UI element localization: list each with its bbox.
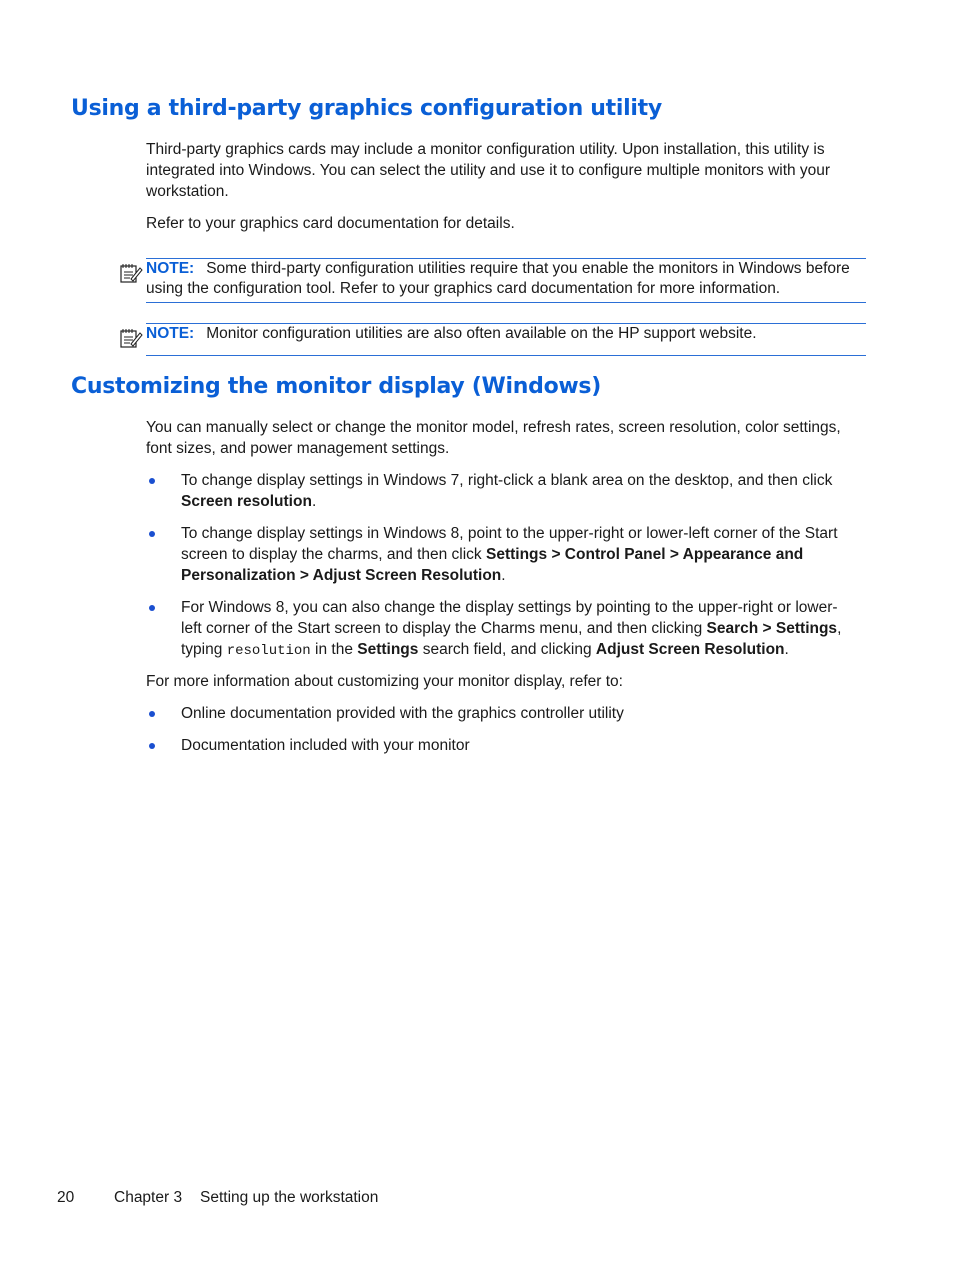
bullet-text: , typing [181,620,842,658]
section-heading-customizing-display: Customizing the monitor display (Windows) [71,374,601,399]
list-item [146,523,858,586]
bullet-icon [149,743,155,749]
paragraph-more-info: For more information about customizing your monitor display, refer to: [146,673,623,690]
note-label: NOTE: [146,260,195,277]
note-icon [119,261,143,283]
bullet-icon [149,531,155,537]
footer-chapter-title: Setting up the workstation [200,1189,379,1206]
note-box-2 [146,323,866,356]
section-heading-third-party-utility: Using a third-party graphics configuration utility [71,96,662,121]
bullet-text: To change display settings in Windows 7, right-click a blank area on the desktop, and then click [181,472,833,489]
list-item [146,703,858,724]
bullet-bold: Settings [357,641,419,658]
note-label: NOTE: [146,325,195,342]
note-box-1 [146,258,866,303]
bullet-text: search field, and clicking [422,641,592,658]
bullet-icon [149,711,155,717]
bullet-text: Online documentation provided with the graphics controller utility [181,705,624,722]
note-text: Some third-party configuration utilities require that you enable the monitors in Windows before using the configuration tool. Refer to your graphics card documentation for more information. [146,260,850,297]
bullet-end: . [784,641,789,658]
paragraph-customizing-intro: You can manually select or change the monitor model, refresh rates, screen resolution, color settings, font sizes, and power management settings. [146,419,841,457]
list-item [146,597,858,662]
note-text: Monitor configuration utilities are also often available on the HP support website. [206,325,757,342]
paragraph-refer-docs: Refer to your graphics card documentation for details. [146,215,515,232]
bullet-text: To change display settings in Windows 8, point to the upper-right or lower-left corner of the Start screen to display the charms, and then click [181,525,838,563]
bullet-bold: Screen resolution [181,493,312,510]
bullet-end: . [501,567,506,584]
code-text: resolution [226,643,311,659]
list-item [146,470,858,512]
paragraph-third-party-intro: Third-party graphics cards may include a monitor configuration utility. Upon installation, this utility is integrated into Windows. You can select the utility and use it to configure multiple monitors with your workstation. [146,141,831,200]
footer-chapter: Chapter 3 [114,1189,183,1206]
bullet-end: . [311,493,317,510]
bullet-bold: Settings > Control Panel > Appearance and Personalization > Adjust Screen Resolution [181,546,804,584]
bullet-text: For Windows 8, you can also change the display settings by pointing to the upper-right or lower-left corner of the Start screen to display the Charms menu, and then clicking [181,599,838,637]
page-number: 20 [57,1189,75,1206]
bullet-text: in the [315,641,353,658]
bullet-bold: Adjust Screen Resolution [595,641,785,658]
bullet-text: Documentation included with your monitor [181,737,470,754]
note-icon [119,326,143,348]
bullet-icon [149,605,155,611]
list-item [146,735,858,756]
bullet-bold: Search > Settings [706,620,838,637]
bullet-icon [149,478,155,484]
